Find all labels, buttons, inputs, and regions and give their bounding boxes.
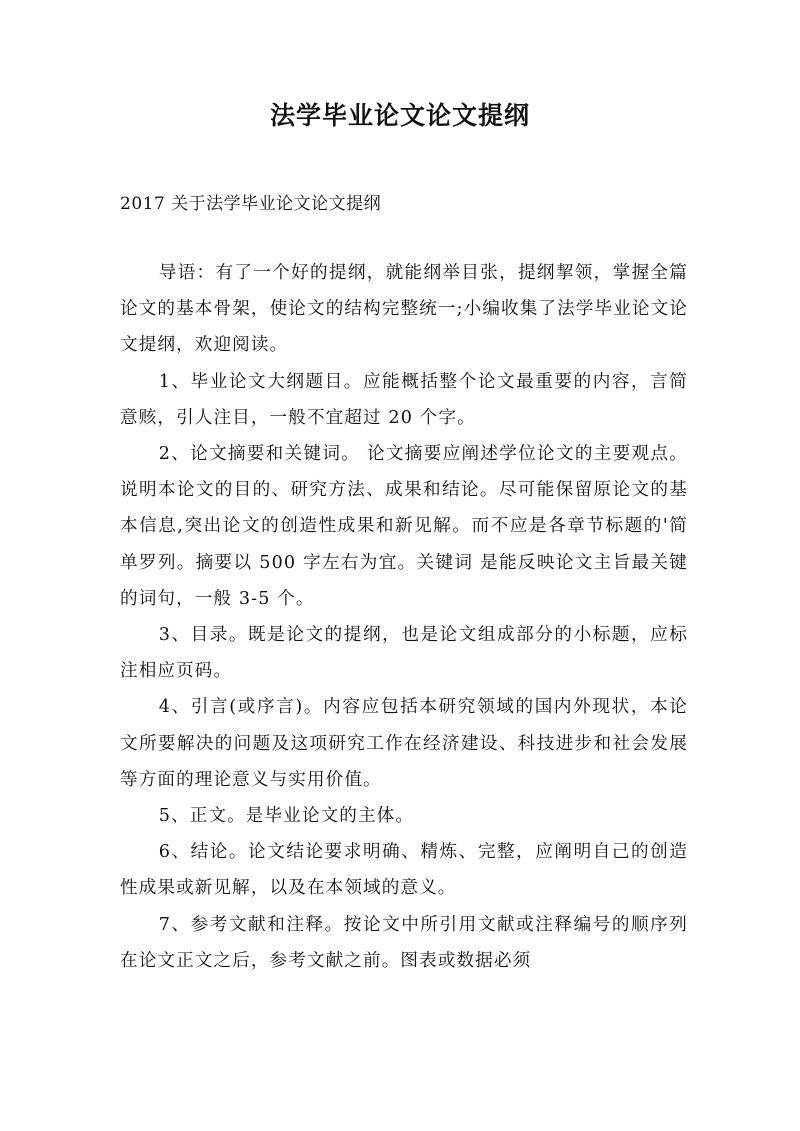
paragraph-item-6: 6、结论。论文结论要求明确、精炼、完整，应阐明自己的创造性成果或新见解，以及在本领域的意义。 <box>120 842 688 899</box>
document-body <box>120 255 688 979</box>
paragraph-item-2: 2、论文摘要和关键词。 论文摘要应阐述学位论文的主要观点。说明本论文的目的、研究方法、成果和结论。尽可能保留原论文的基本信息,突出论文的创造性成果和新见解。而不应是各章节标题的'简单罗列。摘要以 500 字左右为宜。关键词 是能反映论文主旨最关键的词句，一般 3-5 个。 <box>120 444 688 609</box>
paragraph-item-5: 5、正文。是毕业论文的主体。 <box>158 806 415 827</box>
paragraph-item-3: 3、目录。既是论文的提纲，也是论文组成部分的小标题，应标注相应页码。 <box>120 625 688 682</box>
paragraph-item-1: 1、毕业论文大纲题目。应能概括整个论文最重要的内容，言简意赅，引人注目，一般不宜超过 20 个字。 <box>120 371 688 428</box>
paragraph-item-4: 4、引言(或序言)。内容应包括本研究领域的国内外现状，本论文所要解决的问题及这项研究工作在经济建设、科技进步和社会发展等方面的理论意义与实用价值。 <box>120 697 688 790</box>
document-subtitle: 2017 关于法学毕业论文论文提纲 <box>120 194 382 214</box>
paragraph-intro: 导语：有了一个好的提纲，就能纲举目张，提纲挈领，掌握全篇论文的基本骨架，使论文的结构完整统一;小编收集了法学毕业论文论文提纲，欢迎阅读。 <box>120 263 688 356</box>
paragraph-item-7: 7、参考文献和注释。按论文中所引用文献或注释编号的顺序列在论文正文之后，参考文献之前。图表或数据必须 <box>120 914 688 971</box>
page-title: 法学毕业论文论文提纲 <box>269 101 530 130</box>
